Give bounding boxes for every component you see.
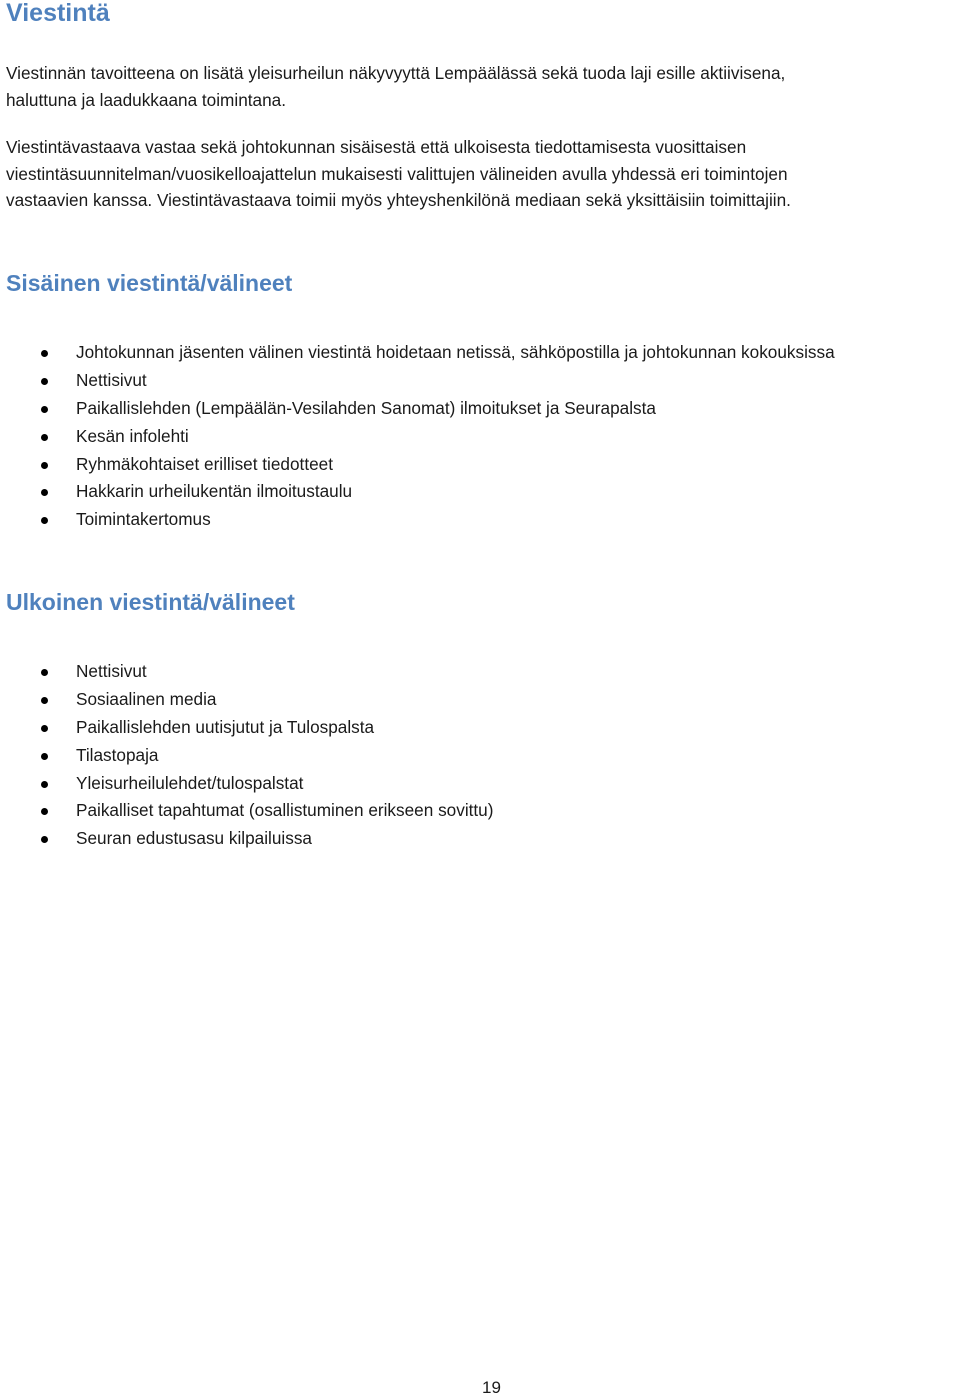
list-item-text: Yleisurheilulehdet/tulospalstat bbox=[76, 772, 304, 793]
list-item-text: Paikallislehden uutisjutut ja Tulospalsta bbox=[76, 716, 375, 737]
bullet-icon bbox=[41, 697, 48, 704]
page-title: Viestintä bbox=[6, 0, 110, 27]
list-item bbox=[0, 395, 835, 423]
external-communication-list bbox=[0, 658, 493, 853]
list-item bbox=[0, 658, 493, 686]
internal-communication-heading: Sisäinen viestintä/välineet bbox=[6, 270, 293, 296]
bullet-icon bbox=[41, 781, 48, 788]
list-item bbox=[0, 423, 835, 451]
responsibility-line: vastaavien kanssa. Viestintävastaava toimii myös yhteyshenkilönä mediaan sekä yksittäisiin toimittajiin. bbox=[6, 190, 791, 210]
list-item bbox=[0, 506, 835, 534]
list-item bbox=[0, 742, 493, 770]
bullet-icon bbox=[41, 753, 48, 760]
list-item bbox=[0, 451, 835, 479]
list-item-text: Nettisivut bbox=[76, 369, 147, 390]
list-item-text: Sosiaalinen media bbox=[76, 688, 217, 709]
bullet-icon bbox=[41, 378, 48, 385]
intro-line: Viestinnän tavoitteena on lisätä yleisurheilun näkyvyyttä Lempäälässä sekä tuoda laji esille aktiivisena, bbox=[6, 63, 786, 83]
bullet-icon bbox=[41, 836, 48, 843]
list-item-text: Kesän infolehti bbox=[76, 425, 189, 446]
bullet-icon bbox=[41, 350, 48, 357]
bullet-icon bbox=[41, 434, 48, 441]
responsibility-line: Viestintävastaava vastaa sekä johtokunnan sisäisestä että ulkoisesta tiedottamisesta vuosittaisen bbox=[6, 137, 747, 157]
bullet-icon bbox=[41, 462, 48, 469]
list-item-text: Hakkarin urheilukentän ilmoitustaulu bbox=[76, 481, 353, 502]
bullet-icon bbox=[41, 725, 48, 732]
responsibility-paragraph bbox=[6, 134, 956, 214]
list-item-text: Nettisivut bbox=[76, 661, 147, 681]
list-item-text: Tilastopaja bbox=[76, 744, 159, 765]
list-item-text: Seuran edustusasu kilpailuissa bbox=[76, 828, 312, 849]
bullet-icon bbox=[41, 669, 48, 676]
bullet-icon bbox=[41, 808, 48, 815]
list-item-text: Paikallislehden (Lempäälän-Vesilahden Sanomat) ilmoitukset ja Seurapalsta bbox=[76, 397, 656, 418]
list-item bbox=[0, 797, 493, 825]
external-communication-heading: Ulkoinen viestintä/välineet bbox=[6, 589, 295, 615]
internal-communication-list bbox=[0, 339, 835, 534]
responsibility-line: viestintäsuunnitelman/vuosikelloajattelun mukaisesti valittujen välineiden avulla yhdessä eri toimintojen bbox=[6, 163, 788, 184]
list-item bbox=[0, 478, 835, 506]
bullet-icon bbox=[41, 517, 48, 524]
page-number: 19 bbox=[482, 1378, 501, 1397]
list-item bbox=[0, 339, 835, 367]
list-item bbox=[0, 770, 493, 798]
intro-paragraph bbox=[6, 60, 956, 113]
bullet-icon bbox=[41, 489, 48, 496]
bullet-icon bbox=[41, 406, 48, 413]
list-item bbox=[0, 714, 493, 742]
list-item-text: Johtokunnan jäsenten välinen viestintä hoidetaan netissä, sähköpostilla ja johtokunnan kokouksissa bbox=[76, 342, 835, 362]
list-item-text: Paikalliset tapahtumat (osallistuminen erikseen sovittu) bbox=[76, 800, 494, 821]
list-item-text: Ryhmäkohtaiset erilliset tiedotteet bbox=[76, 453, 333, 474]
intro-line: haluttuna ja laadukkaana toimintana. bbox=[6, 89, 286, 110]
list-item-text: Toimintakertomus bbox=[76, 509, 211, 530]
list-item bbox=[0, 686, 493, 714]
list-item bbox=[0, 367, 835, 395]
list-item bbox=[0, 825, 493, 853]
